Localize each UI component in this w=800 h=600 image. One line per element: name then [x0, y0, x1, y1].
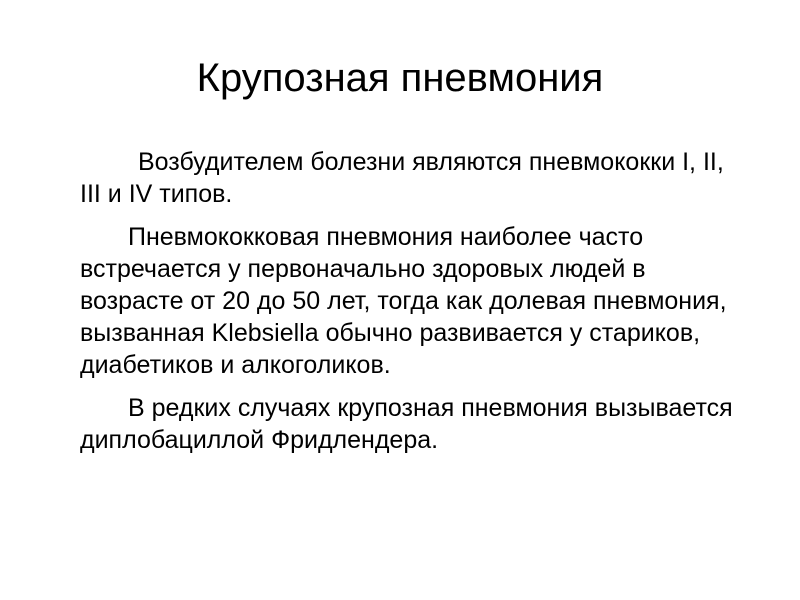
- slide-body: [80, 146, 740, 467]
- paragraph-epidemiology: Пневмококковая пневмония наиболее часто встречается у первоначально здоровых людей в возрасте от 20 до 50 лет, тогда как долевая пневмония, вызванная Klebsiella обычно развивается у стариков, диабетиков и алкоголиков.: [80, 223, 727, 379]
- paragraph-pathogen: Возбудителем болезни являются пневмококки I, II, III и IV типов.: [80, 148, 724, 208]
- paragraph-rare-cases: В редких случаях крупозная пневмония вызывается диплобациллой Фридлендера.: [80, 394, 733, 454]
- slide-title: Крупозная пневмония: [196, 56, 604, 100]
